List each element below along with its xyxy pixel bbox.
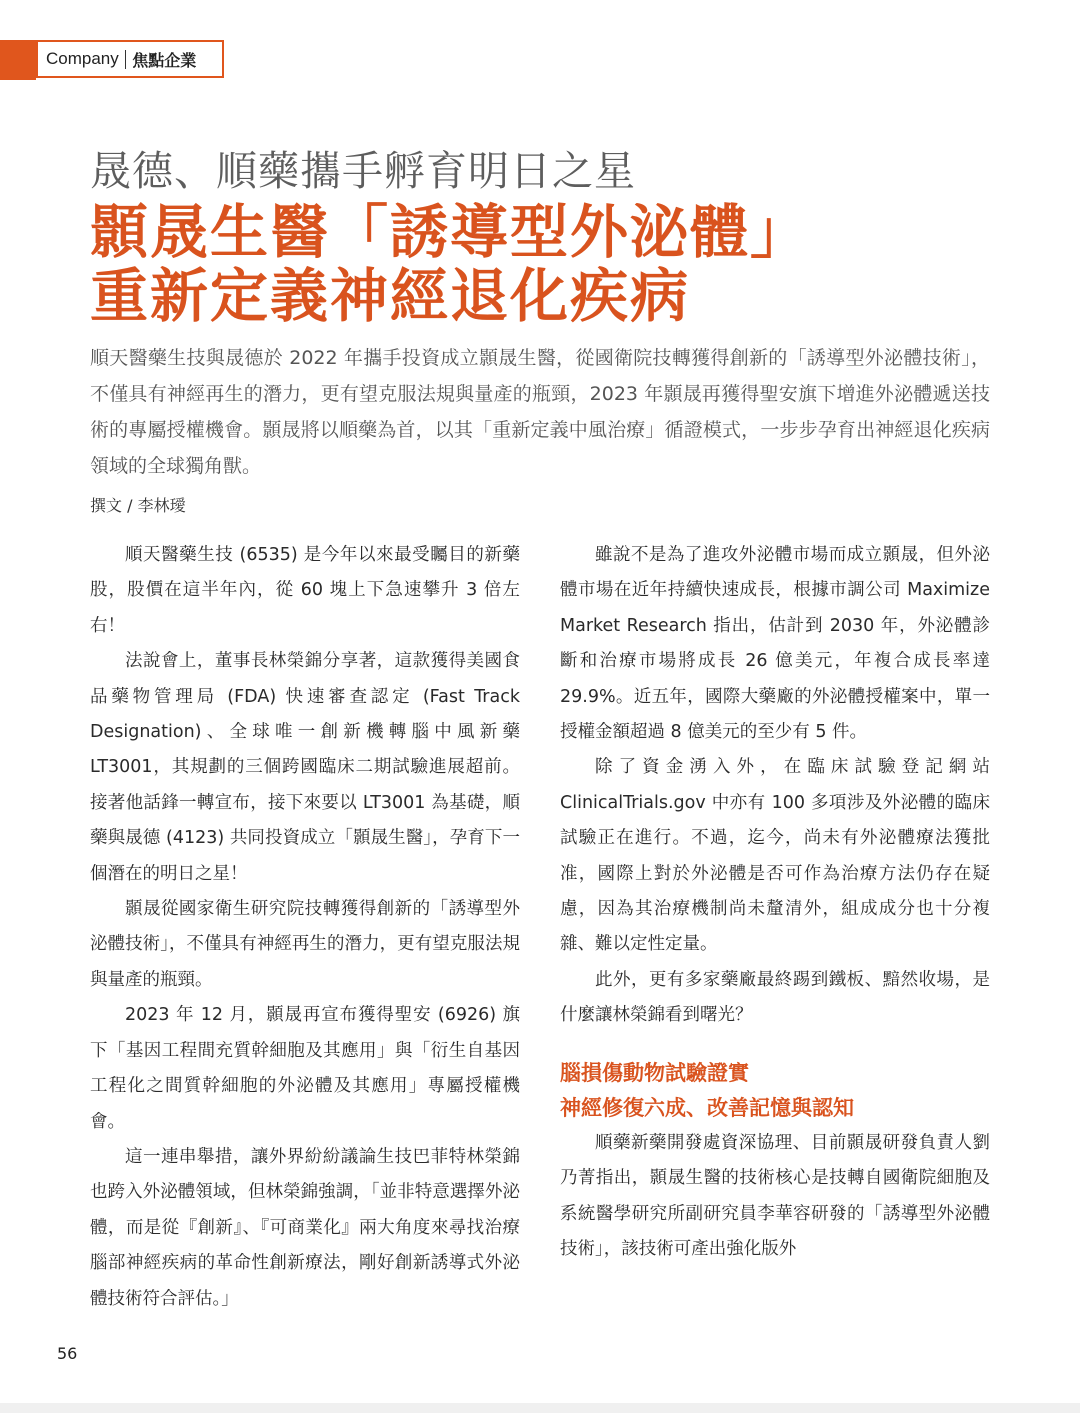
paragraph: 順藥新藥開發處資深協理、目前顥晟研發負責人劉乃菁指出，顥晟生醫的技術核心是技轉自國衛院細胞及系統醫學研究所副研究員李華容研發的「誘導型外泌體技術」，該技術可產出強化版外 xyxy=(560,1132,990,1259)
article-title-line-1: 顥晟生醫「誘導型外泌體」 xyxy=(90,198,811,266)
byline: 撰文 / 李林璦 xyxy=(90,496,186,515)
subheading-line-1: 腦損傷動物試驗證實 xyxy=(560,1060,749,1085)
paragraph: 法說會上，董事長林榮錦分享著，這款獲得美國食品藥物管理局 (FDA) 快速審查認定 (Fast Track Designation)、全球唯一創新機轉腦中風新藥 LT3001，其規劃的三個跨國臨床二期試驗進展超前。接著他話鋒一轉宣布，接下來要以 LT3001 為基礎，順藥與晟德 (4123) 共同投資成立「顥晟生醫」，孕育下一個潛在的明日之星！ xyxy=(90,651,520,884)
paragraph: 顥晟從國家衛生研究院技轉獲得創新的「誘導型外泌體技術」，不僅具有神經再生的潛力，更有望克服法規與量產的瓶頸。 xyxy=(90,899,520,990)
paragraph: 除了資金湧入外，在臨床試驗登記網站 ClinicalTrials.gov 中亦有 100 多項涉及外泌體的臨床試驗正在進行。不過，迄今，尚未有外泌體療法獲批准，國際上對於外泌體是否可作為治療方法仍存在疑慮，因為其治療機制尚未釐清外，組成成分也十分複雜、難以定性定量。 xyxy=(560,757,990,955)
article-title xyxy=(90,200,1010,328)
article-kicker: 晟德、順藥攜手孵育明日之星 xyxy=(90,147,636,195)
bottom-strip xyxy=(0,1403,1080,1413)
paragraph: 此外，更有多家藥廠最終踢到鐵板、黯然收場，是什麼讓林榮錦看到曙光？ xyxy=(560,969,990,1026)
page-number: 56 xyxy=(57,1344,78,1363)
section-tag-en: Company xyxy=(46,49,119,68)
section-tag xyxy=(36,40,224,78)
section-tag-zh: 焦點企業 xyxy=(132,52,197,70)
article-title-line-2: 重新定義神經退化疾病 xyxy=(90,262,691,330)
body-column-left xyxy=(90,538,520,1317)
paragraph: 順天醫藥生技 (6535) 是今年以來最受矚目的新藥股，股價在這半年內，從 60 塊上下急速攀升 3 倍左右！ xyxy=(90,545,520,636)
subheading-line-2: 神經修復六成、改善記憶與認知 xyxy=(560,1095,854,1120)
article-lead: 順天醫藥生技與晟德於 2022 年攜手投資成立顥晟生醫，從國衛院技轉獲得創新的「誘導型外泌體技術」，不僅具有神經再生的潛力，更有望克服法規與量產的瓶頸，2023 年顥晟再獲得聖安旗下增進外泌體遞送技術的專屬授權機會。顥晟將以順藥為首，以其「重新定義中風治療」循證模式，一步步孕育出神經退化疾病領域的全球獨角獸。 xyxy=(90,347,990,477)
section-tag-bar xyxy=(0,40,36,80)
section-tag-divider xyxy=(125,50,127,69)
paragraph: 這一連串舉措，讓外界紛紛議論生技巴菲特林榮錦也跨入外泌體領域，但林榮錦強調，「並非特意選擇外泌體，而是從『創新』、『可商業化』兩大角度來尋找治療腦部神經疾病的革命性創新療法，剛好創新誘導式外泌體技術符合評估。」 xyxy=(90,1146,520,1309)
body-column-right xyxy=(560,538,990,1267)
paragraph: 2023 年 12 月，顥晟再宣布獲得聖安 (6926) 旗下「基因工程間充質幹細胞及其應用」與「衍生自基因工程化之間質幹細胞的外泌體及其應用」專屬授權機會。 xyxy=(90,1005,520,1132)
paragraph: 雖說不是為了進攻外泌體市場而成立顥晟，但外泌體市場在近年持續快速成長，根據市調公司 Maximize Market Research 指出，估計到 2030 年，外泌體診斷和治療市場將成長 26 億美元，年複合成長率達 29.9%。近五年，國際大藥廠的外泌體授權案中，單一授權金額超過 8 億美元的至少有 5 件。 xyxy=(560,545,990,743)
